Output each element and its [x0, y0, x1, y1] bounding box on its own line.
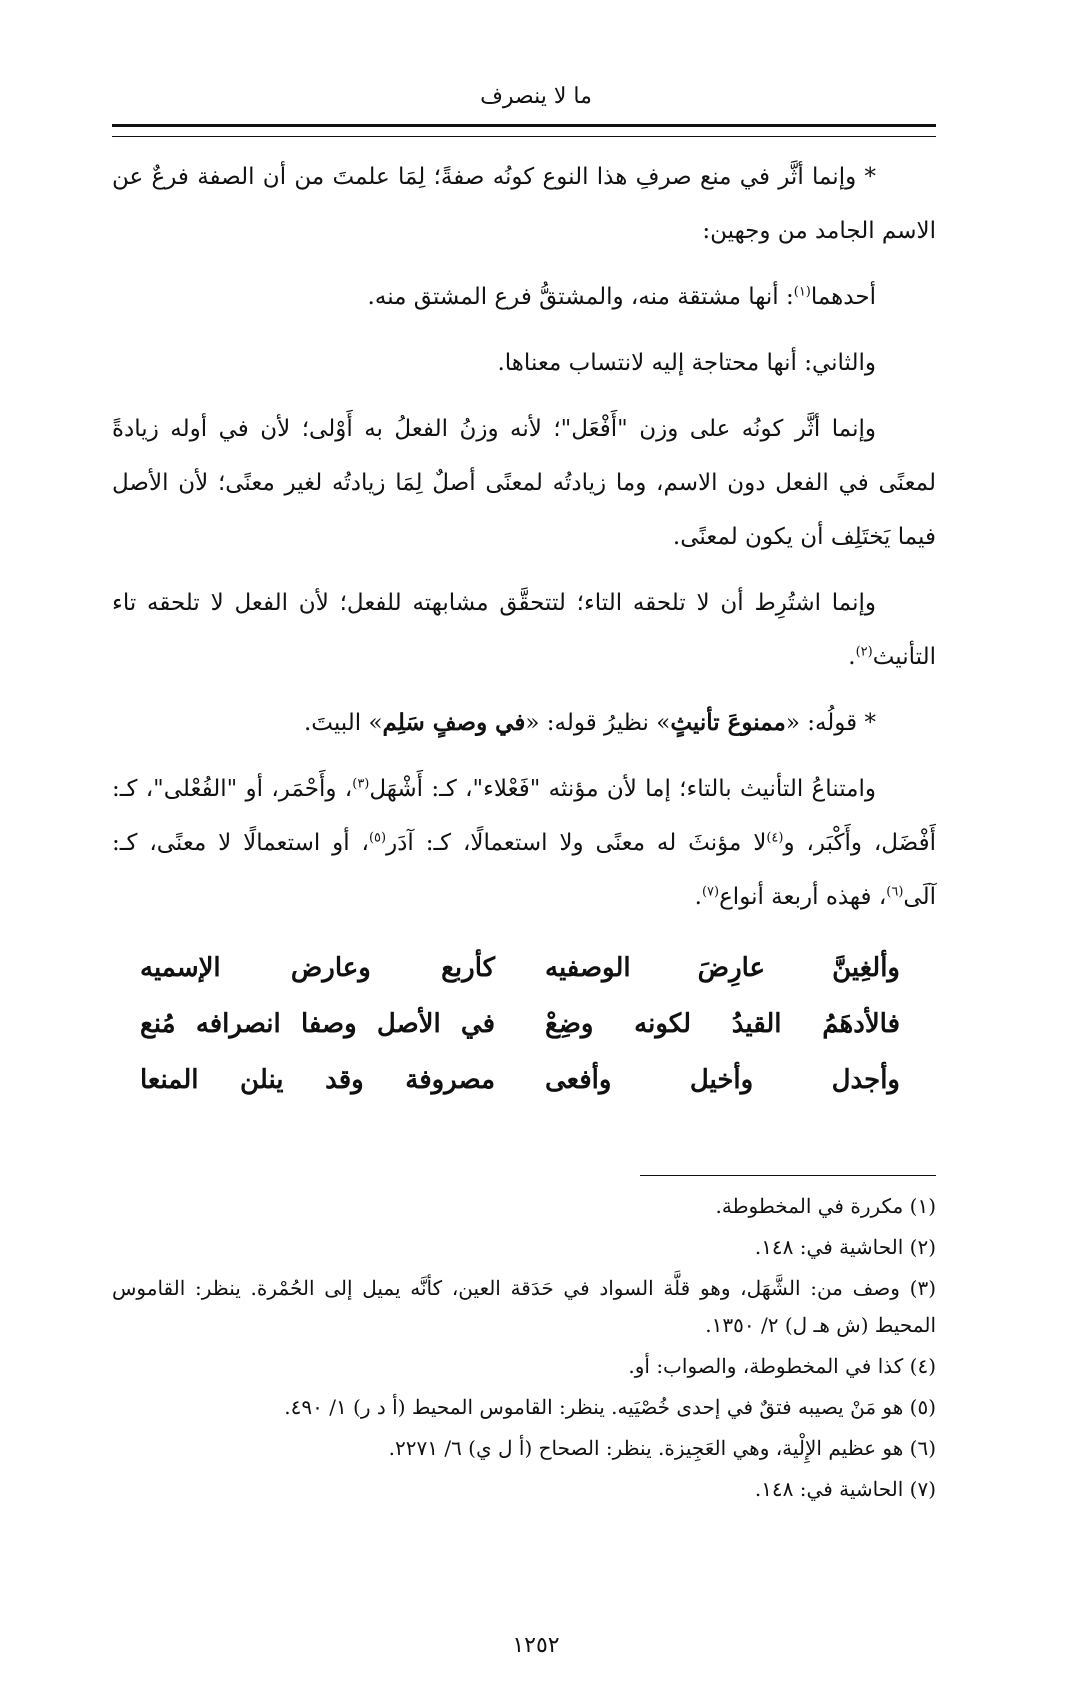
page-number: ١٢٥٢ [512, 1633, 560, 1658]
footnote-ref: (٣) [352, 776, 370, 792]
main-text [112, 150, 936, 936]
footnote-ref: (٥) [368, 830, 387, 846]
paragraph-7: وامتناعُ التأنيث بالتاء؛ إما لأن مؤنثه "فَعْلاء"، كـ: أَشْهَل$^{(٣)}$، وأَحْمَر، أو "الفُعْلى"، كـ: أَفْضَل، وأَكْبَر، و$^{(٤)}$لا مؤنثَ له معنًى ولا استعمالًا، كـ: آدَر$^{(٥)}$، أو استعمالًا لا معنًى، كـ: آلَى$^{(٦)}$، فهذه أربعة أنواع$^{(٧)}$. [112, 776, 937, 910]
footnote-ref: (٤) [766, 830, 784, 846]
paragraph-1: * وإنما أثَّر في منع صرفِ هذا النوع كونُه صفةً؛ لِمَا علمتَ من أن الصفة فرعٌ عن الاسم الجامد من وجهين: [112, 164, 936, 244]
hemistich-right: وأجدل وأخيل وأفعى [545, 1065, 900, 1095]
paragraph-3: والثاني: أنها محتاجة إليه لانتساب معناها. [497, 350, 876, 376]
quoted-term: ممنوعَ تأنيثٍ [670, 709, 786, 736]
header-rule-thick [112, 124, 936, 127]
paragraph-2: أحدهما$^{(١)}$: أنها مشتقة منه، والمشتقُّ فرع المشتق منه. [367, 284, 876, 310]
footnote: (٥) هو مَنْ يصيبه فتقٌ في إحدى خُصْيَيه. ينظر: القاموس المحيط (أ د ر) ١/ ٤٩٠. [284, 1395, 936, 1419]
header-rule-thin [112, 136, 936, 137]
footnote: (٣) وصف من: الشَّهَل، وهو قلَّة السواد في حَدَقة العين، كأنَّه يميل إلى الحُمْرة. ينظر: القاموس المحيط (ش هـ ل) ٢/ ١٣٥٠. [112, 1276, 936, 1337]
poem-verses [140, 940, 900, 1108]
footnote: (١) مكررة في المخطوطة. [715, 1194, 936, 1218]
hemistich-left: في الأصل وصفا انصرافه مُنع [140, 1009, 495, 1039]
verse-row [140, 940, 900, 996]
footnote: (٦) هو عظيم الإِلْية، وهي العَجِيزة. ينظر: الصحاح (أ ل ي) ٦/ ٢٢٧١. [388, 1436, 936, 1460]
footnote: (٢) الحاشية في: ١٤٨. [754, 1235, 936, 1259]
paragraph-4: وإنما أثَّر كونُه على وزن "أَفْعَل"؛ لأنه وزنُ الفعلُ به أَوْلى؛ لأن في أوله زيادةً لمعنًى في الفعل دون الاسم، وما زيادتُه لمعنًى أصلٌ لِمَا زيادتُه لغير معنًى؛ لأن الأصل فيما يَختَلِف أن يكون لمعنًى. [112, 416, 936, 550]
footnote-ref: (٦) [886, 884, 904, 900]
hemistich-left: مصروفة وقد ينلن المنعا [140, 1065, 495, 1095]
footnote-ref: (٧) [701, 884, 720, 900]
hemistich-left: كأربع وعارض الإسميه [140, 953, 495, 983]
hemistich-right: وألغِينَّ عارِضَ الوصفيه [545, 953, 900, 983]
verse-row [140, 996, 900, 1052]
quoted-term: في وصفٍ سَلِم [382, 709, 526, 736]
footnote-ref: (٢) [855, 644, 873, 660]
footnote-separator [640, 1175, 936, 1176]
footnotes [112, 1188, 936, 1512]
footnote: (٤) كذا في المخطوطة، والصواب: أو. [628, 1354, 936, 1378]
footnote-ref: (١) [793, 284, 811, 300]
footnote: (٧) الحاشية في: ١٤٨. [754, 1477, 936, 1501]
running-header: ما لا ينصرف [480, 84, 592, 109]
verse-row [140, 1052, 900, 1108]
paragraph-5: وإنما اشتُرِط أن لا تلحقه التاء؛ لتتحقَّق مشابهته للفعل؛ لأن الفعل لا تلحقه تاء التأنيث$^{(٢)}$. [112, 590, 936, 670]
hemistich-right: فالأدهَمُ القيدُ لكونه وضِعْ [545, 1009, 900, 1039]
paragraph-6: * قولُه: «ممنوعَ تأنيثٍ» نظيرُ قوله: «في وصفٍ سَلِم» البيتَ. [303, 709, 876, 736]
